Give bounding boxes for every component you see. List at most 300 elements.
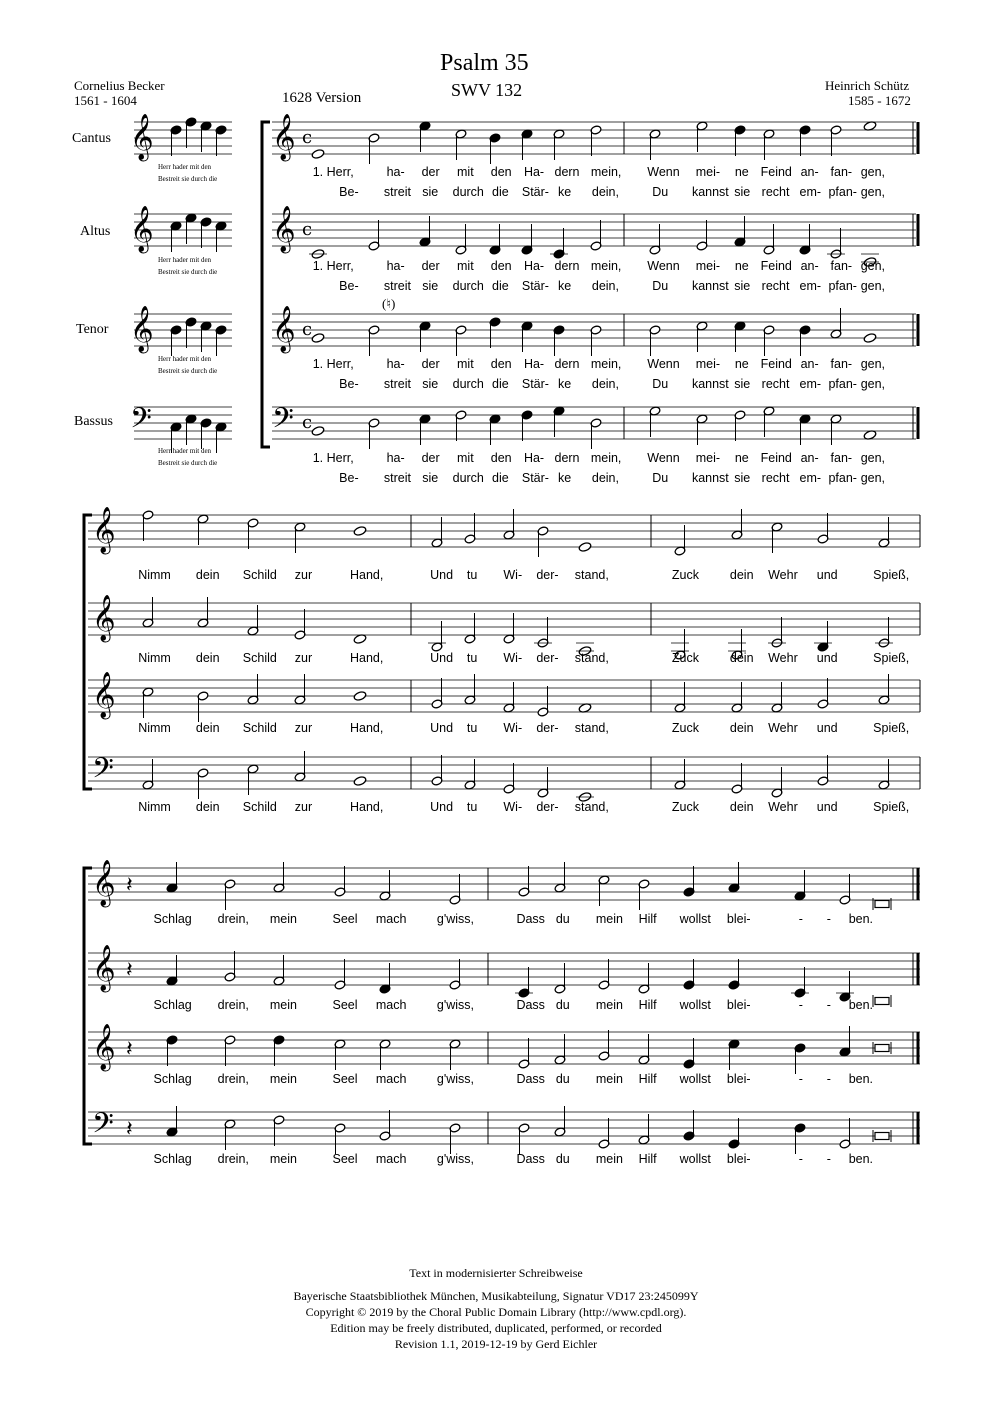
lyric-syllable: Be-: [339, 185, 359, 199]
lyric-syllable: Schlag: [153, 1072, 192, 1086]
lyric-syllable: der: [421, 165, 440, 179]
lyric-syllable: an-: [800, 451, 819, 465]
quarter-rest-icon: 𝄽: [126, 1037, 133, 1062]
lyric-syllable: dein: [729, 568, 754, 582]
lyric-syllable: Und: [430, 568, 454, 582]
lyric-syllable: mit: [456, 165, 474, 179]
lyric-syllable: Schild: [242, 721, 277, 735]
lyric-syllable: mit: [456, 357, 474, 371]
lyric-syllable: 1. Herr,: [312, 357, 354, 371]
lyric-syllable: dern: [554, 357, 580, 371]
time-signature: c: [302, 412, 313, 433]
lyric-syllable: Seel: [332, 1152, 358, 1166]
lyric-syllable: Hand,: [349, 800, 384, 814]
lyric-syllable: g'wiss,: [436, 1072, 474, 1086]
lyric-syllable: Hand,: [349, 651, 384, 665]
lyric-syllable: dein: [195, 800, 220, 814]
lyric-syllable: Wehr: [768, 721, 798, 735]
lyric-syllable: em-: [799, 185, 822, 199]
incipit-text-altus-2: Bestreit sie durch die: [158, 268, 218, 276]
voice-name-tenor: Tenor: [76, 322, 109, 337]
lyric-syllable: fan-: [830, 357, 853, 371]
lyric-syllable: Hilf: [638, 1072, 657, 1086]
lyric-syllable: mei-: [695, 259, 721, 273]
lyric-syllable: ben.: [848, 912, 874, 926]
lyric-syllable: der: [421, 357, 440, 371]
footer-revision: Revision 1.1, 2019-12-19 by Gerd Eichler: [394, 1337, 598, 1351]
lyric-syllable: pfan-: [828, 471, 857, 485]
lyric-syllable: ben.: [848, 1072, 874, 1086]
lyric-syllable: mei-: [695, 165, 721, 179]
lyric-syllable: sie: [422, 279, 439, 293]
lyric-syllable: gen,: [860, 259, 886, 273]
lyric-syllable: dern: [554, 451, 580, 465]
bass-clef-icon: 𝄢: [272, 402, 294, 442]
lyric-syllable: mein,: [590, 357, 622, 371]
lyric-syllable: recht: [761, 471, 790, 485]
lyric-syllable: tu: [466, 800, 478, 814]
lyric-syllable: Be-: [339, 377, 359, 391]
lyric-syllable: recht: [761, 377, 790, 391]
lyric-syllable: dein: [729, 800, 754, 814]
bass-clef-icon: 𝄢: [92, 1107, 114, 1147]
lyric-syllable: pfan-: [828, 185, 857, 199]
lyric-syllable: Hilf: [638, 912, 657, 926]
breve-note: [875, 1133, 889, 1140]
lyric-syllable: mein,: [590, 165, 622, 179]
lyric-syllable: -: [826, 1072, 831, 1086]
poet-dates: 1561 - 1604: [74, 93, 137, 108]
lyric-syllable: die: [491, 185, 509, 199]
lyric-syllable: mein: [595, 998, 623, 1012]
lyric-syllable: kannst: [691, 279, 729, 293]
lyric-syllable: streit: [383, 377, 411, 391]
lyric-syllable: kannst: [691, 185, 729, 199]
lyric-syllable: g'wiss,: [436, 998, 474, 1012]
lyric-syllable: gen,: [860, 451, 886, 465]
lyric-syllable: Spieß,: [873, 651, 910, 665]
lyric-syllable: wollst: [679, 1152, 711, 1166]
lyric-syllable: gen,: [860, 357, 886, 371]
voice-name-bassus: Bassus: [74, 414, 113, 429]
lyric-syllable: durch: [452, 279, 484, 293]
lyric-syllable: dein: [195, 721, 220, 735]
lyric-syllable: du: [555, 1072, 570, 1086]
incipit-text-altus-1: Herr hader mit den: [158, 256, 212, 264]
lyric-syllable: die: [491, 471, 509, 485]
lyric-syllable: -: [798, 1072, 803, 1086]
lyric-syllable: drein,: [217, 912, 249, 926]
lyric-syllable: -: [826, 998, 831, 1012]
lyric-syllable: ha-: [386, 451, 405, 465]
lyric-syllable: em-: [799, 279, 822, 293]
lyric-syllable: der-: [536, 568, 559, 582]
lyric-syllable: mein: [595, 912, 623, 926]
composer-name: Heinrich Schütz: [825, 78, 910, 93]
lyric-syllable: Wi-: [503, 651, 523, 665]
lyric-syllable: Be-: [339, 279, 359, 293]
lyric-syllable: Dass: [516, 998, 545, 1012]
lyric-syllable: ha-: [386, 165, 405, 179]
lyric-syllable: -: [798, 1152, 803, 1166]
system-bracket: [84, 868, 92, 1144]
treble-clef-icon: 𝄞: [92, 595, 116, 641]
lyric-syllable: streit: [383, 185, 411, 199]
lyric-syllable: blei-: [726, 998, 751, 1012]
lyric-syllable: an-: [800, 357, 819, 371]
lyric-syllable: g'wiss,: [436, 912, 474, 926]
lyric-syllable: ben.: [848, 998, 874, 1012]
lyric-syllable: mein: [269, 1152, 297, 1166]
lyric-syllable: tu: [466, 651, 478, 665]
lyric-syllable: -: [826, 1152, 831, 1166]
lyric-syllable: ha-: [386, 357, 405, 371]
footer-source: Bayerische Staatsbibliothek München, Musikabteilung, Signatur VD17 23:245099Y: [293, 1289, 699, 1303]
lyric-syllable: Spieß,: [873, 721, 910, 735]
note-head: [311, 333, 325, 344]
time-signature: c: [302, 219, 313, 240]
lyric-syllable: stand,: [574, 568, 609, 582]
quarter-rest-icon: 𝄽: [126, 873, 133, 898]
lyric-syllable: zur: [294, 568, 313, 582]
lyric-syllable: fan-: [830, 259, 853, 273]
lyric-syllable: pfan-: [828, 377, 857, 391]
footer-license: Edition may be freely distributed, duplicated, performed, or recorded: [330, 1321, 662, 1335]
note-head: [353, 776, 367, 787]
lyric-syllable: dein: [729, 651, 754, 665]
lyric-syllable: gen,: [860, 185, 886, 199]
lyric-syllable: stand,: [574, 651, 609, 665]
lyric-syllable: ha-: [386, 259, 405, 273]
lyric-syllable: Dass: [516, 1072, 545, 1086]
lyric-syllable: Nimm: [138, 721, 171, 735]
lyric-syllable: dein,: [591, 185, 619, 199]
lyric-syllable: dein: [729, 721, 754, 735]
lyric-syllable: du: [555, 998, 570, 1012]
lyric-syllable: der: [421, 451, 440, 465]
lyric-syllable: drein,: [217, 998, 249, 1012]
lyric-syllable: Wi-: [503, 568, 523, 582]
lyric-syllable: fan-: [830, 165, 853, 179]
lyric-syllable: Du: [652, 377, 669, 391]
lyric-syllable: Hilf: [638, 1152, 657, 1166]
lyric-syllable: und: [816, 800, 838, 814]
editorial-accidental: (♮): [382, 296, 396, 311]
lyric-syllable: wollst: [679, 912, 711, 926]
lyric-syllable: mein: [269, 912, 297, 926]
lyric-syllable: die: [491, 279, 509, 293]
lyric-syllable: wollst: [679, 998, 711, 1012]
lyric-syllable: Schlag: [153, 912, 192, 926]
lyric-syllable: Wehr: [768, 568, 798, 582]
bass-clef-icon: 𝄢: [130, 402, 152, 442]
lyric-syllable: mein: [595, 1152, 623, 1166]
lyric-syllable: 1. Herr,: [312, 451, 354, 465]
lyric-syllable: mach: [375, 912, 407, 926]
lyric-syllable: mit: [456, 259, 474, 273]
lyric-syllable: Und: [430, 651, 454, 665]
lyric-syllable: mach: [375, 1072, 407, 1086]
lyric-syllable: dein,: [591, 279, 619, 293]
lyric-syllable: -: [826, 912, 831, 926]
lyric-syllable: ne: [734, 165, 749, 179]
lyric-syllable: mit: [456, 451, 474, 465]
lyric-syllable: em-: [799, 377, 822, 391]
lyric-syllable: tu: [466, 721, 478, 735]
lyric-syllable: der-: [536, 800, 559, 814]
lyric-syllable: Zuck: [671, 721, 699, 735]
lyric-syllable: Stär-: [521, 471, 549, 485]
lyric-syllable: Schild: [242, 568, 277, 582]
lyric-syllable: Hand,: [349, 721, 384, 735]
lyric-syllable: ke: [558, 471, 572, 485]
time-signature: c: [302, 127, 313, 148]
quarter-rest-icon: 𝄽: [126, 958, 133, 983]
lyric-syllable: Nimm: [138, 800, 171, 814]
incipit-text-cantus-2: Bestreit sie durch die: [158, 175, 218, 183]
lyric-syllable: und: [816, 568, 838, 582]
lyric-syllable: drein,: [217, 1072, 249, 1086]
lyric-syllable: zur: [294, 651, 313, 665]
voice-name-cantus: Cantus: [72, 131, 111, 146]
treble-clef-icon: 𝄞: [92, 507, 116, 553]
lyric-syllable: mein,: [590, 259, 622, 273]
lyric-syllable: blei-: [726, 912, 751, 926]
lyric-syllable: die: [491, 377, 509, 391]
lyric-syllable: Und: [430, 800, 454, 814]
lyric-syllable: Hand,: [349, 568, 384, 582]
lyric-syllable: mach: [375, 1152, 407, 1166]
footer-note: Text in modernisierter Schreibweise: [409, 1266, 583, 1280]
lyric-syllable: 1. Herr,: [312, 165, 354, 179]
incipit-text-cantus-1: Herr hader mit den: [158, 163, 212, 171]
lyric-syllable: Wi-: [503, 721, 523, 735]
lyric-syllable: den: [490, 357, 512, 371]
lyric-syllable: dein,: [591, 471, 619, 485]
treble-clef-icon: 𝄞: [130, 306, 154, 352]
lyric-syllable: Hilf: [638, 998, 657, 1012]
note-head: [863, 333, 877, 344]
lyric-syllable: gen,: [860, 279, 886, 293]
lyric-syllable: kannst: [691, 471, 729, 485]
poet-name: Cornelius Becker: [74, 78, 165, 93]
lyric-syllable: Stär-: [521, 377, 549, 391]
lyric-syllable: sie: [734, 471, 751, 485]
lyric-syllable: sie: [734, 377, 751, 391]
lyric-syllable: Spieß,: [873, 568, 910, 582]
lyric-syllable: ke: [558, 279, 572, 293]
composer-dates: 1585 - 1672: [848, 93, 911, 108]
lyric-syllable: der-: [536, 721, 559, 735]
lyric-syllable: durch: [452, 185, 484, 199]
lyric-syllable: dein: [195, 568, 220, 582]
lyric-syllable: Und: [430, 721, 454, 735]
quarter-rest-icon: 𝄽: [126, 1117, 133, 1142]
lyric-syllable: blei-: [726, 1072, 751, 1086]
treble-clef-icon: 𝄞: [92, 672, 116, 718]
lyric-syllable: und: [816, 651, 838, 665]
lyric-syllable: Feind: [760, 357, 792, 371]
lyric-syllable: g'wiss,: [436, 1152, 474, 1166]
lyric-syllable: du: [555, 912, 570, 926]
lyric-syllable: Stär-: [521, 185, 549, 199]
lyric-syllable: em-: [799, 471, 822, 485]
lyric-syllable: dein,: [591, 377, 619, 391]
lyric-syllable: den: [490, 259, 512, 273]
lyric-syllable: dern: [554, 259, 580, 273]
breve-note: [875, 901, 889, 908]
lyric-syllable: Feind: [760, 165, 792, 179]
treble-clef-icon: 𝄞: [272, 206, 296, 252]
lyric-syllable: sie: [422, 377, 439, 391]
lyric-syllable: der-: [536, 651, 559, 665]
catalog-number: SWV 132: [451, 80, 523, 100]
note-head: [311, 149, 325, 160]
lyric-syllable: Du: [652, 279, 669, 293]
lyric-syllable: Zuck: [671, 800, 699, 814]
piece-title: Psalm 35: [440, 50, 529, 76]
lyric-syllable: streit: [383, 279, 411, 293]
lyric-syllable: kannst: [691, 377, 729, 391]
footer-copyright: Copyright © 2019 by the Choral Public Domain Library (http://www.cpdl.org).: [305, 1305, 687, 1319]
lyric-syllable: sie: [422, 471, 439, 485]
note-head: [578, 542, 592, 553]
lyric-syllable: der: [421, 259, 440, 273]
lyric-syllable: Du: [652, 185, 669, 199]
incipit-text-bassus-2: Bestreit sie durch die: [158, 459, 218, 467]
lyric-syllable: stand,: [574, 800, 609, 814]
lyric-syllable: recht: [761, 279, 790, 293]
lyric-syllable: mei-: [695, 451, 721, 465]
lyric-syllable: Zuck: [671, 651, 699, 665]
lyric-syllable: Wehr: [768, 651, 798, 665]
lyric-syllable: und: [816, 721, 838, 735]
bass-clef-icon: 𝄢: [92, 752, 114, 792]
lyric-syllable: Zuck: [671, 568, 699, 582]
lyric-syllable: ne: [734, 451, 749, 465]
lyric-syllable: durch: [452, 377, 484, 391]
time-signature: c: [302, 319, 313, 340]
lyric-syllable: Wenn: [647, 259, 680, 273]
incipit-text-bassus-1: Herr hader mit den: [158, 447, 212, 455]
lyric-syllable: tu: [466, 568, 478, 582]
lyric-syllable: Schlag: [153, 1152, 192, 1166]
lyric-syllable: stand,: [574, 721, 609, 735]
note-head: [353, 691, 367, 702]
note-head: [311, 426, 325, 437]
lyric-syllable: dern: [554, 165, 580, 179]
breve-note: [875, 998, 889, 1005]
breve-note: [875, 1045, 889, 1052]
lyric-syllable: fan-: [830, 451, 853, 465]
incipit-text-tenor-1: Herr hader mit den: [158, 355, 212, 363]
lyric-syllable: ne: [734, 259, 749, 273]
lyric-syllable: blei-: [726, 1152, 751, 1166]
lyric-syllable: ne: [734, 357, 749, 371]
lyric-syllable: -: [798, 912, 803, 926]
lyric-syllable: drein,: [217, 1152, 249, 1166]
lyric-syllable: mach: [375, 998, 407, 1012]
lyric-syllable: den: [490, 451, 512, 465]
lyric-syllable: pfan-: [828, 279, 857, 293]
lyric-syllable: wollst: [679, 1072, 711, 1086]
lyric-syllable: mein: [595, 1072, 623, 1086]
lyric-syllable: Schild: [242, 800, 277, 814]
lyric-syllable: Ha-: [523, 165, 545, 179]
lyric-syllable: Wenn: [647, 357, 680, 371]
lyric-syllable: Feind: [760, 451, 792, 465]
lyric-syllable: mein,: [590, 451, 622, 465]
lyric-syllable: Ha-: [523, 259, 545, 273]
lyric-syllable: gen,: [860, 377, 886, 391]
treble-clef-icon: 𝄞: [272, 114, 296, 160]
lyric-syllable: sie: [734, 279, 751, 293]
lyric-syllable: Be-: [339, 471, 359, 485]
lyric-syllable: ben.: [848, 1152, 874, 1166]
lyric-syllable: an-: [800, 259, 819, 273]
lyric-syllable: Stär-: [521, 279, 549, 293]
lyric-syllable: Schlag: [153, 998, 192, 1012]
lyric-syllable: gen,: [860, 165, 886, 179]
system-bracket: [262, 122, 270, 447]
note-head: [353, 526, 367, 537]
lyric-syllable: mein: [269, 1072, 297, 1086]
lyric-syllable: Seel: [332, 998, 358, 1012]
incipit-text-tenor-2: Bestreit sie durch die: [158, 367, 218, 375]
lyric-syllable: du: [555, 1152, 570, 1166]
lyric-syllable: Nimm: [138, 651, 171, 665]
lyric-syllable: streit: [383, 471, 411, 485]
voice-name-altus: Altus: [80, 224, 111, 239]
lyric-syllable: Seel: [332, 912, 358, 926]
lyric-syllable: sie: [734, 185, 751, 199]
system-bracket: [84, 515, 92, 789]
lyric-syllable: Nimm: [138, 568, 171, 582]
lyric-syllable: ke: [558, 185, 572, 199]
lyric-syllable: Ha-: [523, 357, 545, 371]
lyric-syllable: mein: [269, 998, 297, 1012]
treble-clef-icon: 𝄞: [130, 206, 154, 252]
lyric-syllable: recht: [761, 185, 790, 199]
treble-clef-icon: 𝄞: [272, 306, 296, 352]
lyric-syllable: Wehr: [768, 800, 798, 814]
lyric-syllable: Ha-: [523, 451, 545, 465]
lyric-syllable: Wenn: [647, 165, 680, 179]
treble-clef-icon: 𝄞: [92, 1024, 116, 1070]
lyric-syllable: Dass: [516, 1152, 545, 1166]
lyric-syllable: Dass: [516, 912, 545, 926]
lyric-syllable: Wi-: [503, 800, 523, 814]
treble-clef-icon: 𝄞: [130, 114, 154, 160]
lyric-syllable: durch: [452, 471, 484, 485]
version-label: 1628 Version: [282, 90, 362, 106]
treble-clef-icon: 𝄞: [92, 945, 116, 991]
lyric-syllable: 1. Herr,: [312, 259, 354, 273]
lyric-syllable: zur: [294, 721, 313, 735]
lyric-syllable: gen,: [860, 471, 886, 485]
lyric-syllable: Du: [652, 471, 669, 485]
lyric-syllable: den: [490, 165, 512, 179]
lyric-syllable: Seel: [332, 1072, 358, 1086]
lyric-syllable: Spieß,: [873, 800, 910, 814]
lyric-syllable: Wenn: [647, 451, 680, 465]
lyric-syllable: sie: [422, 185, 439, 199]
lyric-syllable: ke: [558, 377, 572, 391]
lyric-syllable: -: [798, 998, 803, 1012]
lyric-syllable: Feind: [760, 259, 792, 273]
lyric-syllable: dein: [195, 651, 220, 665]
lyric-syllable: Schild: [242, 651, 277, 665]
